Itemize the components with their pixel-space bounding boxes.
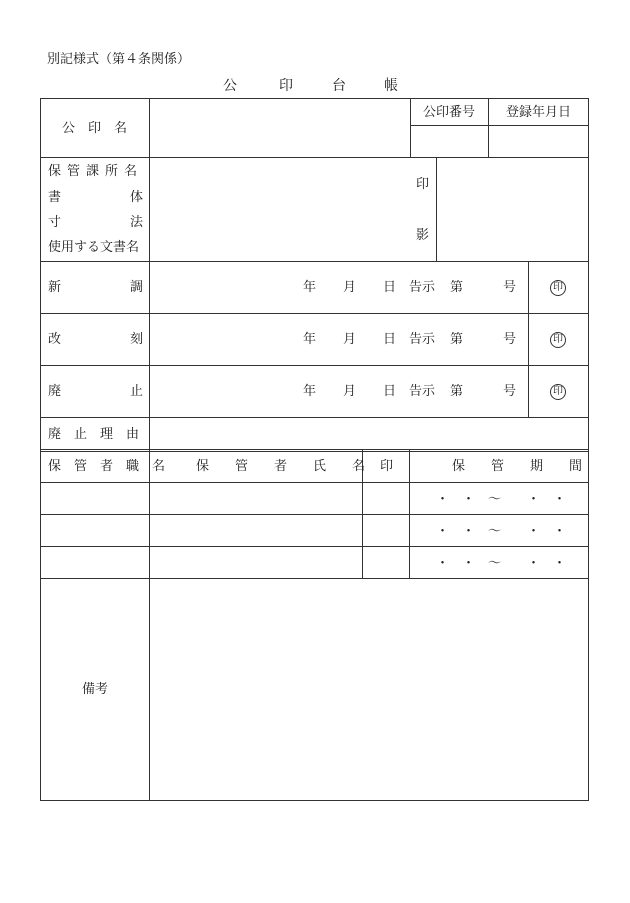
- month-unit: 月: [343, 280, 357, 295]
- event-label-left: 改: [48, 332, 62, 347]
- title-char: 帳: [384, 78, 398, 94]
- event-label-left: 廃: [48, 384, 62, 399]
- custodian-position-header: 保 管 者 職 名: [48, 459, 166, 474]
- document-use-label: 使用する文書名: [48, 240, 140, 255]
- custodian-name-field[interactable]: [150, 483, 362, 514]
- year-unit: 年: [303, 384, 317, 399]
- seal-number-field[interactable]: [411, 126, 488, 157]
- registration-date-field[interactable]: [489, 126, 588, 157]
- remarks-field[interactable]: [150, 579, 588, 800]
- number-suffix: 号: [503, 384, 517, 399]
- notice-label: 告示: [409, 384, 436, 399]
- number-suffix: 号: [503, 280, 517, 295]
- event-label-left: 新: [48, 280, 62, 295]
- seal-name-field[interactable]: [150, 99, 410, 157]
- custodian-name-field[interactable]: [150, 547, 362, 578]
- custodian-name-header: 保 管 者 氏 名: [196, 459, 366, 474]
- title-char: 台: [332, 78, 346, 94]
- day-unit: 日: [383, 280, 397, 295]
- recarve-date-field[interactable]: [150, 314, 528, 365]
- typeface-label-left: 書: [48, 190, 62, 205]
- event-label-right: 調: [130, 280, 144, 295]
- custodian-period-field[interactable]: ・ ・ 〜 ・ ・: [436, 492, 567, 507]
- custodian-seal-header: 印: [380, 459, 394, 474]
- custodian-period-field[interactable]: ・ ・ 〜 ・ ・: [436, 524, 567, 539]
- abolition-reason-label: 廃 止 理 由: [48, 427, 140, 442]
- custodian-seal-field[interactable]: [363, 547, 409, 578]
- form-reference: 別記様式（第４条関係）: [47, 52, 191, 67]
- custodian-seal-field[interactable]: [363, 515, 409, 546]
- seal-impression-area[interactable]: [437, 158, 588, 261]
- custodian-section-label: 保管課所名: [48, 164, 144, 179]
- custodian-position-field[interactable]: [41, 547, 149, 578]
- seal-stamp-icon: 印: [550, 280, 566, 296]
- seal-stamp-icon: 印: [550, 384, 566, 400]
- title-char: 印: [279, 78, 293, 94]
- abolish-date-field[interactable]: [150, 366, 528, 417]
- typeface-label-right: 体: [130, 190, 144, 205]
- number-suffix: 号: [503, 332, 517, 347]
- event-label-right: 止: [130, 384, 144, 399]
- impression-label-char: 影: [416, 228, 430, 243]
- day-unit: 日: [383, 332, 397, 347]
- notice-label: 告示: [409, 332, 436, 347]
- row-divider: [40, 449, 589, 450]
- year-unit: 年: [303, 332, 317, 347]
- new-date-field[interactable]: [150, 262, 528, 313]
- month-unit: 月: [343, 332, 357, 347]
- number-prefix: 第: [450, 332, 464, 347]
- custodian-period-field[interactable]: ・ ・ 〜 ・ ・: [436, 556, 567, 571]
- event-label-right: 刻: [130, 332, 144, 347]
- custodian-position-field[interactable]: [41, 483, 149, 514]
- title-char: 公: [223, 78, 237, 94]
- month-unit: 月: [343, 384, 357, 399]
- column-divider: [528, 261, 529, 417]
- custodian-period-header: 保 管 期 間: [452, 459, 583, 474]
- dimensions-label-right: 法: [130, 215, 144, 230]
- abolition-reason-field[interactable]: [150, 418, 588, 449]
- row-divider: [40, 451, 589, 452]
- seal-stamp-icon: 印: [550, 332, 566, 348]
- number-prefix: 第: [450, 280, 464, 295]
- registration-date-label: 登録年月日: [506, 105, 572, 120]
- number-prefix: 第: [450, 384, 464, 399]
- details-field[interactable]: [150, 158, 410, 261]
- seal-number-label: 公印番号: [423, 105, 476, 120]
- impression-label-char: 印: [416, 177, 430, 192]
- remarks-label: 備考: [82, 682, 109, 697]
- seal-name-label: 公 印 名: [62, 121, 128, 136]
- custodian-name-field[interactable]: [150, 515, 362, 546]
- column-divider: [409, 450, 410, 578]
- custodian-seal-field[interactable]: [363, 483, 409, 514]
- year-unit: 年: [303, 280, 317, 295]
- day-unit: 日: [383, 384, 397, 399]
- dimensions-label-left: 寸: [48, 215, 62, 230]
- notice-label: 告示: [409, 280, 436, 295]
- custodian-position-field[interactable]: [41, 515, 149, 546]
